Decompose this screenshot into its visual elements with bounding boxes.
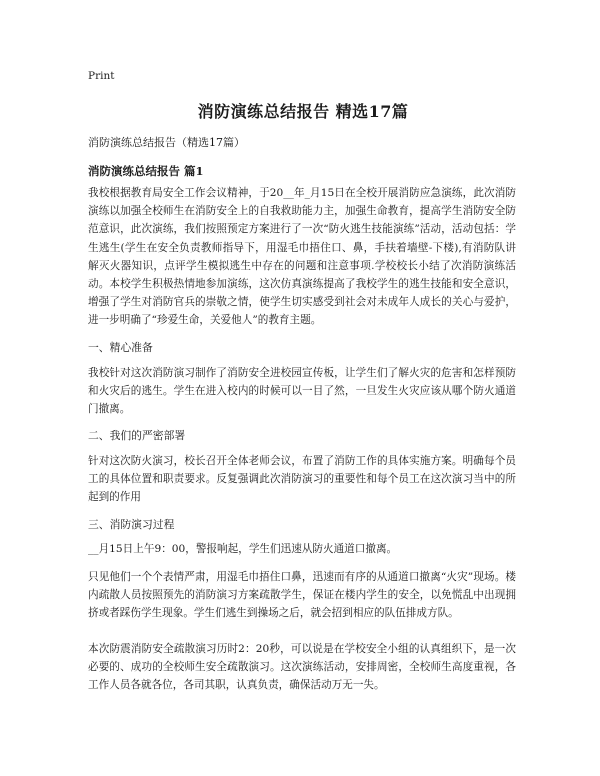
part3-paragraph-3: 本次防震消防安全疏散演习历时2：20秒，可以说是在学校安全小组的认真组织下，是一次必要的、成功的全校师生安全疏散演习。这次演练活动，安排周密，全校师生高度重视，各工作人员各就各位，各司其职，认真负责，确保活动万无一失。 xyxy=(88,643,516,692)
document-title: 消防演练总结报告 精选17篇 xyxy=(197,102,409,121)
print-label: Print xyxy=(88,70,115,82)
part3-paragraph-2: 只见他们一个个表情严肃，用湿毛巾捂住口鼻，迅速而有序的从通道口撤离“火灾”现场。楼内疏散人员按照预先的消防演习方案疏散学生，保证在楼内学生的安全，以免慌乱中出现拥挤或者踩伤学生现象。学生们逃生到操场之后，就会招到相应的队伍排成方队。 xyxy=(88,571,516,620)
document-subtitle: 消防演练总结报告（精选17篇） xyxy=(88,136,245,149)
part3-paragraph-1: __月15日上午9：00，警报响起，学生们迅速从防火通道口撤离。 xyxy=(88,543,398,555)
section-heading: 消防演练总结报告 篇1 xyxy=(88,164,204,178)
part1-heading: 一、精心准备 xyxy=(88,341,153,354)
part2-heading: 二、我们的严密部署 xyxy=(88,429,186,442)
intro-paragraph: 我校根据教育局安全工作会议精神，于20__年_月15日在全校开展消防应急演练，此次消防演练以加强全校师生在消防安全上的自我救助能力主，加强生命教育，提高学生消防安全防范意识，此次演练，我们按照预定方案进行了一次“防火逃生技能演练”活动，活动包括：学生逃生(学生在安全负责教师指导下，用湿毛巾捂住口、鼻，手扶着墙壁-下楼),有消防队讲解灭火器知识，点评学生模拟逃生中存在的问题和注意事项.学校校长小结了次消防演练活动。本校学生积极热情地参加演练，这次仿真演练提高了我校学生的逃生技能和安全意识，增强了学生对消防官兵的崇敬之情，使学生切实感受到社会对未成年人成长的关心与爱护，进一步明确了“珍爱生命，关爱他人”的教育主题。 xyxy=(88,187,516,327)
part3-heading: 三、消防演习过程 xyxy=(88,518,175,531)
part1-paragraph: 我校针对这次消防演习制作了消防安全进校园宣传板，让学生们了解火灾的危害和怎样预防和火灾后的逃生。学生在进入校内的时候可以一目了然，一旦发生火灾应该从哪个防火通道门撤离。 xyxy=(88,367,516,416)
part2-paragraph: 针对这次防火演习，校长召开全体老师会议，布置了消防工作的具体实施方案。明确每个员工的具体位置和职责要求。反复强调此次消防演习的重要性和每个员工在这次演习当中的所起到的作用 xyxy=(88,455,516,504)
